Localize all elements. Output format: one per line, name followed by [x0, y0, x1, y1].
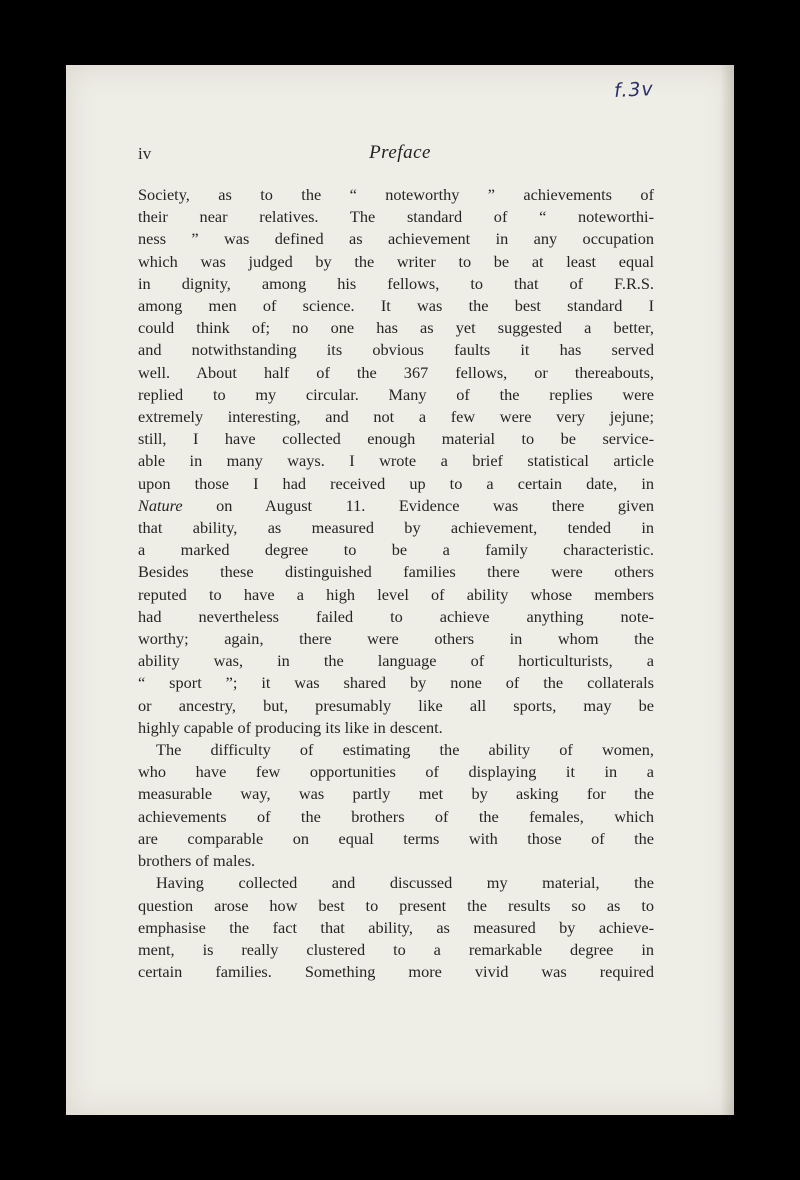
page-edge-shadow: [720, 65, 734, 1115]
text-line: still, I have collected enough material to be service-: [138, 429, 654, 449]
text-line: well. About half of the 367 fellows, or thereabouts,: [138, 362, 654, 382]
text-line: Having collected and discussed my material, the: [156, 873, 654, 893]
page-number: iv: [138, 144, 152, 163]
text-line: who have few opportunities of displaying it in a: [138, 762, 654, 782]
text-line: reputed to have a high level of ability whose members: [138, 584, 654, 604]
text-line: a marked degree to be a family characteristic.: [138, 540, 654, 560]
running-head: Preface: [369, 142, 431, 163]
text-line: ment, is really clustered to a remarkable degree in: [138, 939, 654, 959]
text-line: had nevertheless failed to achieve anything note-: [138, 606, 654, 626]
text-line: able in many ways. I wrote a brief statistical article: [138, 451, 654, 471]
text-line: ability was, in the language of horticulturists, a: [138, 651, 654, 671]
text-line: replied to my circular. Many of the replies were: [138, 384, 654, 404]
text-line: achievements of the brothers of the females, which: [138, 806, 654, 826]
text-line-with-italic: [138, 495, 654, 517]
text-line: brothers of males.: [138, 851, 256, 871]
journal-title-italic: Nature: [138, 495, 183, 515]
text-line: highly capable of producing its like in descent.: [138, 717, 443, 737]
text-line-rest: on August 11. Evidence was there given: [182, 495, 654, 515]
text-line: ness ” was defined as achievement in any occupation: [138, 229, 654, 249]
text-line: in dignity, among his fellows, to that of F.R.S.: [138, 273, 654, 293]
text-line: their near relatives. The standard of “ noteworthi-: [138, 207, 654, 227]
text-line: which was judged by the writer to be at least equal: [138, 251, 654, 271]
text-line: and notwithstanding its obvious faults it has served: [138, 340, 654, 360]
text-line: are comparable on equal terms with those of the: [138, 828, 654, 848]
text-line: Besides these distinguished families there were others: [138, 562, 654, 582]
text-line: question arose how best to present the results so as to: [138, 895, 654, 915]
text-line: certain families. Something more vivid was required: [138, 962, 654, 982]
text-line: emphasise the fact that ability, as measured by achieve-: [138, 917, 654, 937]
text-line: extremely interesting, and not a few were very jejune;: [138, 407, 654, 427]
text-line: Society, as to the “ noteworthy ” achievements of: [138, 185, 654, 204]
text-line: could think of; no one has as yet suggested a better,: [138, 318, 654, 338]
text-line: upon those I had received up to a certain date, in: [138, 473, 654, 493]
text-line: measurable way, was partly met by asking for the: [138, 784, 654, 804]
text-line: worthy; again, there were others in whom the: [138, 629, 654, 649]
text-line: “ sport ”; it was shared by none of the collaterals: [138, 673, 654, 693]
text-line: that ability, as measured by achievement, tended in: [138, 518, 654, 538]
handwritten-folio-annotation: f.3v: [613, 77, 655, 103]
text-line: or ancestry, but, presumably like all sports, may be: [138, 695, 654, 715]
text-line: The difficulty of estimating the ability of women,: [156, 740, 654, 760]
text-line: among men of science. It was the best standard I: [138, 296, 654, 316]
body-text: [138, 184, 654, 983]
